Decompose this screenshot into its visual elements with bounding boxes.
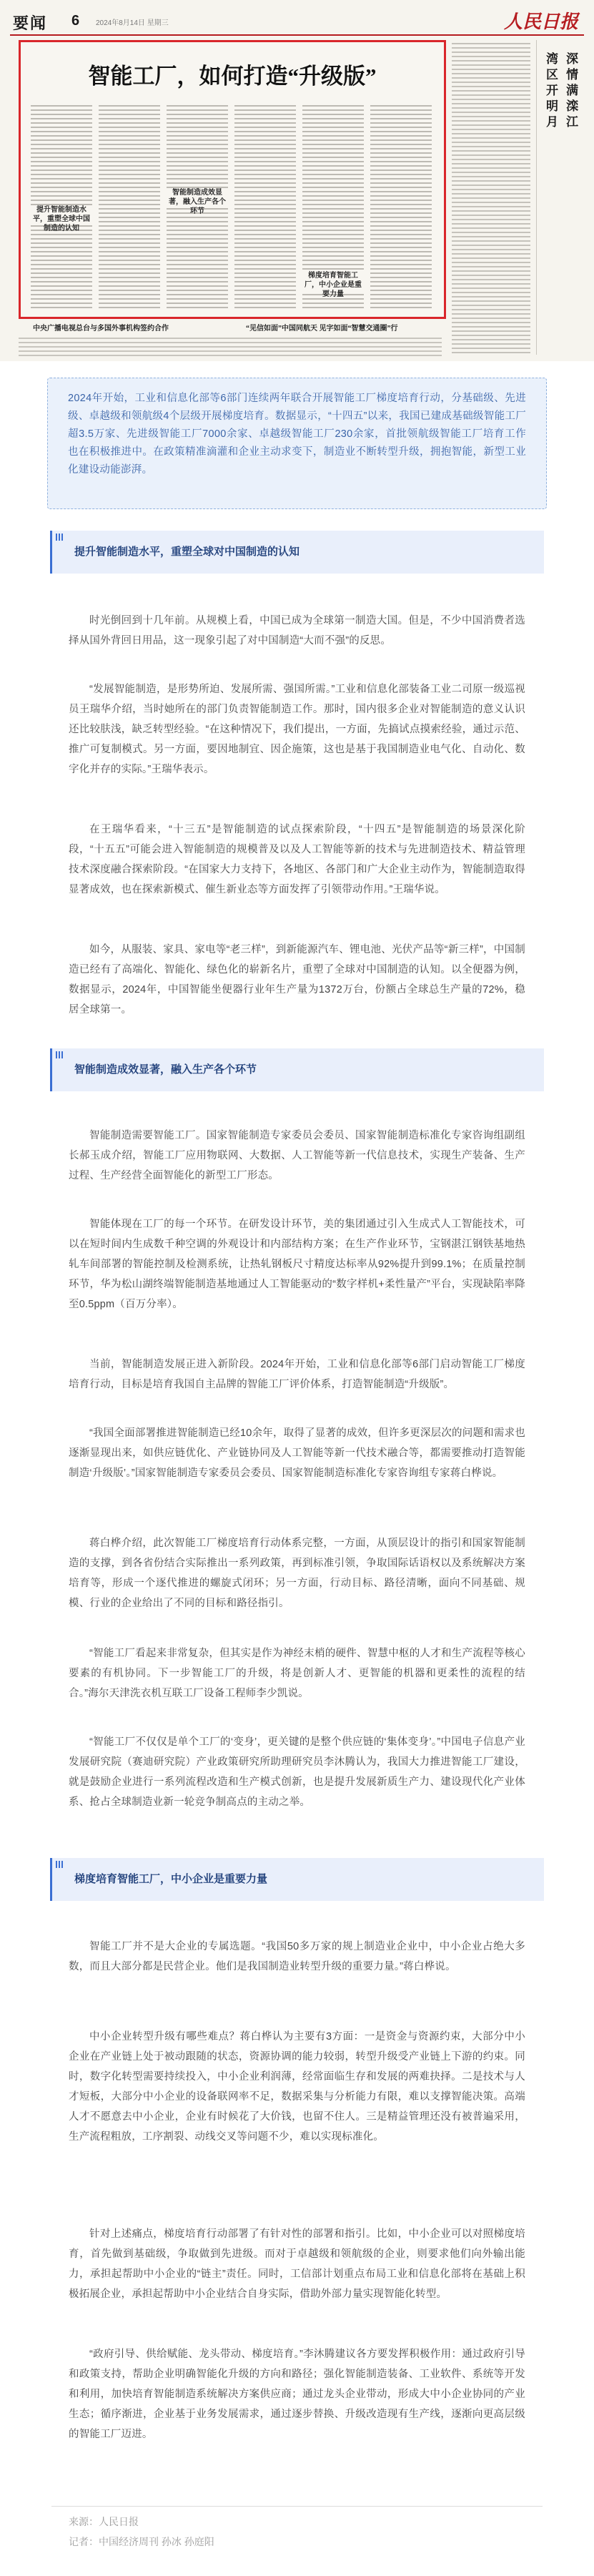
newspaper-bottom-strip — [19, 319, 442, 358]
paragraph: “智能工厂不仅仅是单个工厂的‘变身’，更关键的是整个供应链的‘集体变身’。”中国电子信息产业发展研究院（赛迪研究院）产业政策研究所助理研究员李沐腾认为，我国大力推进智能工厂建设，就是鼓励企业进行一系列流程改造和生产模式创新，也是提升发展新质生产力、建设现代化产业体系、抢占全球制造业新一轮竞争制高点的主动之举。 — [69, 1736, 525, 1808]
paragraph: 蒋白桦介绍，此次智能工厂梯度培育行动体系完整，一方面，从顶层设计的指引和国家智能制造的支撑，到各省份结合实际推出一系列政策，再到标准引领，争取国际话语权以及系统解决方案培育等，形成一个逐代推进的螺旋式闭环；另一方面，行动目标、路径清晰，面向不同基础、规模、行业的企业给出了不同的目标和路径指引。 — [69, 1538, 525, 1609]
newspaper-side-rail — [452, 40, 584, 355]
newspaper-date-line: 2024年8月14日 星期三 — [96, 19, 169, 27]
newspaper-subhead-3: 梯度培育智能工厂，中小企业是重要力量 — [302, 271, 364, 291]
newspaper-subhead-2: 智能制造成效显著，融入生产各个环节 — [167, 188, 228, 208]
section-accent-bar — [50, 531, 52, 574]
paragraph: 如今，从服装、家具、家电等“老三样”，到新能源汽车、锂电池、光伏产品等“新三样”，中国制造已经有了高端化、智能化、绿色化的崭新名片，重塑了全球对中国制造的认知。以全便器为例，数据显示，2024年，中国智能坐便器行业年生产量为1372万台，份额占全球总生产量的72%，稳居全球第一。 — [69, 944, 525, 1016]
paragraph: 中小企业转型升级有哪些难点？蒋白桦认为主要有3方面：一是资金与资源约束，大部分中小企业在产业链上处于被动跟随的状态，资源协调的能力较弱，转型升级受产业链上下游的约束。同时，数字化转型需要持续投入，中小企业利润薄，经常面临生存和发展的两难抉择。二是技术与人才短板，大部分中小企业的设备联网率不足，数据采集与分析能力有限，难以支撑智能决策。高端人才不愿意去中小企业，企业有时候花了大价钱，也留不住人。三是精益管理还没有被普遍采用，生产流程粗放，工序割裂、动线交叉等问题不少，难以实现标准化。 — [69, 2031, 525, 2143]
section-heading-3 — [50, 1858, 544, 1901]
paragraph: “政府引导、供给赋能、龙头带动、梯度培育。”李沐腾建议各方要发挥积极作用：通过政府引导和政策支持，帮助企业明确智能化升级的方向和路径；强化智能制造装备、工业软件、系统等开发和利用，加快培育智能制造系统解决方案供应商；通过龙头企业带动，形成大中小企业协同的产业生态；循序渐进，企业基于业务发展需求，通过逐步替换、升级改造现有生产线，逐渐向更高层级的智能工厂迈进。 — [69, 2349, 525, 2440]
section-heading-label: 梯度培育智能工厂，中小企业是重要力量 — [74, 1873, 268, 1885]
section-stripe-icon — [56, 534, 64, 541]
paragraph: 当前，智能制造发展正进入新阶段。2024年开始，工业和信息化部等6部门启动智能工厂梯度培育行动，目标是培育我国自主品牌的智能工厂评价体系，打造智能制造“升级版”。 — [69, 1359, 525, 1390]
article-summary-box — [47, 378, 547, 509]
paragraph: 智能制造需要智能工厂。国家智能制造专家委员会委员、国家智能制造标准化专家咨询组副组长郝玉成介绍，智能工厂应用物联网、大数据、人工智能等新一代信息技术，实现生产装备、生产过程、生产经营全面智能化的新型工厂形态。 — [69, 1130, 525, 1181]
paragraph: 时光倒回到十几年前。从规模上看，中国已成为全球第一制造大国。但是，不少中国消费者选择从国外背回日用品，这一现象引起了对中国制造“大而不强”的反思。 — [69, 615, 525, 647]
newspaper-section-name: 要闻 — [13, 14, 48, 32]
newspaper-article-columns — [31, 102, 431, 310]
section-stripe-icon — [56, 1051, 64, 1058]
paragraph: 智能工厂并不是大企业的专属选题。“我国50多万家的规上制造业企业中，中小企业占绝大多数，而且大部分都是民营企业。他们是我国制造业转型升级的重要力量。”蒋白桦说。 — [69, 1941, 525, 1972]
footer-source: 来源：人民日报 — [69, 2516, 139, 2527]
section-accent-bar — [50, 1048, 52, 1091]
paragraph: “发展智能制造，是形势所迫、发展所需、强国所需。”工业和信息化部装备工业二司原一级巡视员王瑞华介绍，当时她所在的部门负责智能制造工作。那时，国内很多企业对智能制造的意义认识还比较肤浅，缺乏转型经验。“在这种情况下，我们提出，一方面，先搞试点摸索经验，通过示范、推广可复制模式。另一方面，要因地制宜、因企施策，这也是基于我国制造业电气化、自动化、数字化并存的实际。”王瑞华表示。 — [69, 684, 525, 775]
footer-reporters: 记者：中国经济周刊 孙冰 孙庭阳 — [69, 2536, 214, 2547]
newspaper-bottom-headline-right: “见信如面”中国同航天 见字如面“智慧交通圈”行 — [246, 325, 398, 333]
section-accent-bar — [50, 1858, 52, 1901]
side-headline-bay-area: 湾区开明月 — [546, 52, 558, 129]
section-heading-label: 智能制造成效显著，融入生产各个环节 — [74, 1063, 257, 1076]
newspaper-page-number: 6 — [71, 13, 80, 29]
newspaper-logo: 人民日报 — [503, 11, 578, 32]
section-heading-label: 提升智能制造水平，重塑全球对中国制造的认知 — [74, 546, 300, 558]
newspaper-bottom-headline-left: 中央广播电视总台与多国外事机构签约合作 — [33, 325, 169, 333]
newspaper-headline: 智能工厂，如何打造“升级版” — [88, 64, 377, 89]
newspaper-page-image — [0, 0, 594, 361]
footer-divider — [51, 2506, 543, 2507]
side-headline-luanjiang: 深情满滦江 — [566, 52, 578, 129]
paragraph: 智能体现在工厂的每一个环节。在研发设计环节，美的集团通过引入生成式人工智能技术，可以在短时间内生成数千种空调的外观设计和内部结构方案；在生产作业环节，宝钢湛江钢铁基地热轧车间部署的智能控制及检测系统，让热轧钢板尺寸精度达标率从92%提升到99.1%；在质量控制环节，华为松山湖终端智能制造基地通过人工智能驱动的“数字样机+柔性量产”平台，实现缺陷率降至0.5ppm（百万分率）。 — [69, 1219, 525, 1310]
article-summary-text: 2024年开始，工业和信息化部等6部门连续两年联合开展智能工厂梯度培育行动，分基础级、先进级、卓越级和领航级4个层级开展梯度培育。数据显示，“十四五”以来，我国已建成基础级智能工厂超3.5万家、先进级智能工厂7000余家、卓越级智能工厂230余家，首批领航级智能工厂培育工作也在积极推进中。在政策精准滴灌和企业主动求变下，制造业不断转型升级，拥抱智能，新型工业化建设动能澎湃。 — [68, 393, 526, 476]
paragraph: 在王瑞华看来，“十三五”是智能制造的试点探索阶段，“十四五”是智能制造的场景深化阶段，“十五五”可能会进入智能制造的规模普及以及人工智能等新的技术与先进制造技术、精益管理技术深度融合探索阶段。“在国家大力支持下，各地区、各部门和广大企业主动作为，智能制造取得显著成效，也在探索新模式、催生新业态等方面发挥了引领带动作用。”王瑞华说。 — [69, 824, 525, 895]
paragraph: 针对上述痛点，梯度培育行动部署了有针对性的部署和指引。比如，中小企业可以对照梯度培育，首先做到基础级，争取做到先进级。而对于卓越级和领航级的企业，则要求他们向外输出能力，承担起帮助中小企业的“链主”责任。同时，工信部计划重点布局工业和信息化部将在基础上积极拓展企业，承担起帮助中小企业结合自身实际，借助外部力量实现智能化转型。 — [69, 2228, 525, 2300]
paragraph: “我国全面部署推进智能制造已经10余年，取得了显著的成效，但许多更深层次的问题和需求也逐渐显现出来，如供应链优化、产业链协同及人工智能等新一代技术融合等，都需要推动打造智能制造‘升级版’。”国家智能制造专家委员会委员、国家智能制造标准化专家咨询组专家蒋白桦说。 — [69, 1427, 525, 1479]
paragraph: “智能工厂看起来非常复杂，但其实是作为神经末梢的硬件、智慧中枢的人才和生产流程等核心要素的有机协同。下一步智能工厂的升级，将是创新人才、更智能的机器和更柔性的流程的结合。”海尔天津洗衣机互联工厂设备工程师李少凯说。 — [69, 1648, 525, 1699]
newspaper-subhead-1: 提升智能制造水平，重塑全球中国制造的认知 — [31, 205, 92, 225]
section-heading-1 — [50, 531, 544, 574]
section-stripe-icon — [56, 1861, 64, 1868]
highlighted-article-frame — [19, 40, 446, 319]
newspaper-masthead — [10, 4, 584, 36]
section-heading-2 — [50, 1048, 544, 1091]
